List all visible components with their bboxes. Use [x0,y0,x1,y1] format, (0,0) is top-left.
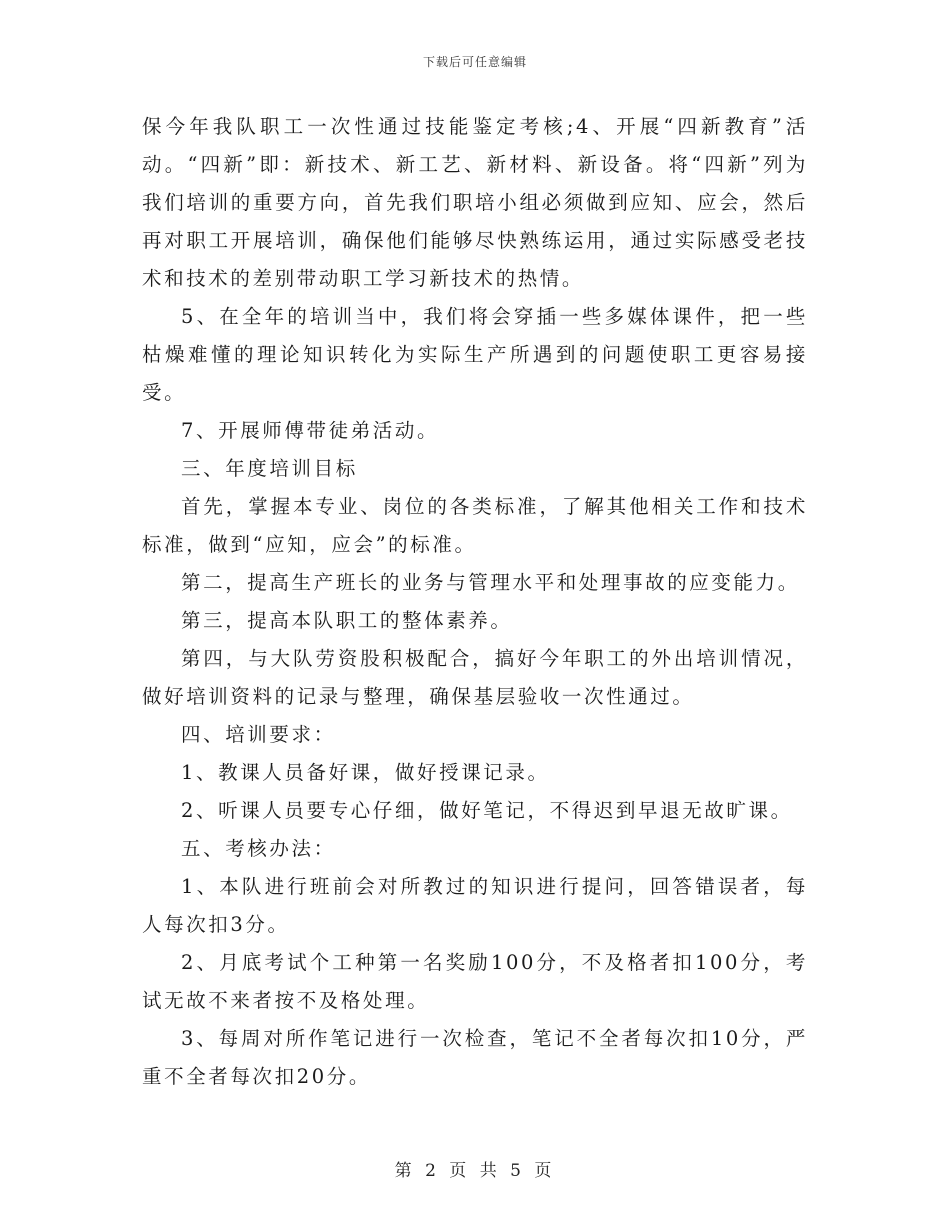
paragraph: 5、在全年的培训当中，我们将会穿插一些多媒体课件，把一些枯燥难懂的理论知识转化为实际生产所遇到的问题使职工更容易接受。 [142,305,808,404]
section-heading: 五、考核办法： [181,837,336,860]
paragraph: 2、听课人员要专心仔细，做好笔记，不得迟到早退无故旷课。 [181,799,793,822]
header-note: 下载后可任意编辑 [422,55,527,69]
body-text [142,108,808,1096]
paragraph: 保今年我队职工一次性通过技能鉴定考核;4、开展“四新教育”活动。“四新”即：新技术、新工艺、新材料、新设备。将“四新”列为我们培训的重要方向，首先我们职培小组必须做到应知、应会，然后再对职工开展培训，确保他们能够尽快熟练运用，通过实际感受老技术和技术的差别带动职工学习新技术的热情。 [142,115,808,290]
paragraph: 第二，提高生产班长的业务与管理水平和处理事故的应变能力。 [181,571,800,594]
paragraph: 1、本队进行班前会对所教过的知识进行提问，回答错误者，每人每次扣3分。 [142,875,808,936]
section-heading: 三、年度培训目标 [181,457,358,480]
paragraph: 首先，掌握本专业、岗位的各类标准，了解其他相关工作和技术标准，做到“应知，应会”的标准。 [142,495,808,556]
paragraph: 2、月底考试个工种第一名奖励100分，不及格者扣100分，考试无故不来者按不及格处理。 [142,951,808,1012]
paragraph: 第三，提高本队职工的整体素养。 [181,609,513,632]
paragraph: 第四，与大队劳资股积极配合，搞好今年职工的外出培训情况，做好培训资料的记录与整理，确保基层验收一次性通过。 [142,647,808,708]
section-heading: 四、培训要求： [181,723,336,746]
paragraph: 3、每周对所作笔记进行一次检查，笔记不全者每次扣10分，严重不全者每次扣20分。 [142,1027,808,1088]
paragraph: 1、教课人员备好课，做好授课记录。 [181,761,550,784]
paragraph: 7、开展师傅带徒弟活动。 [181,419,440,442]
page-number: 第 2 页 共 5 页 [394,1161,556,1181]
